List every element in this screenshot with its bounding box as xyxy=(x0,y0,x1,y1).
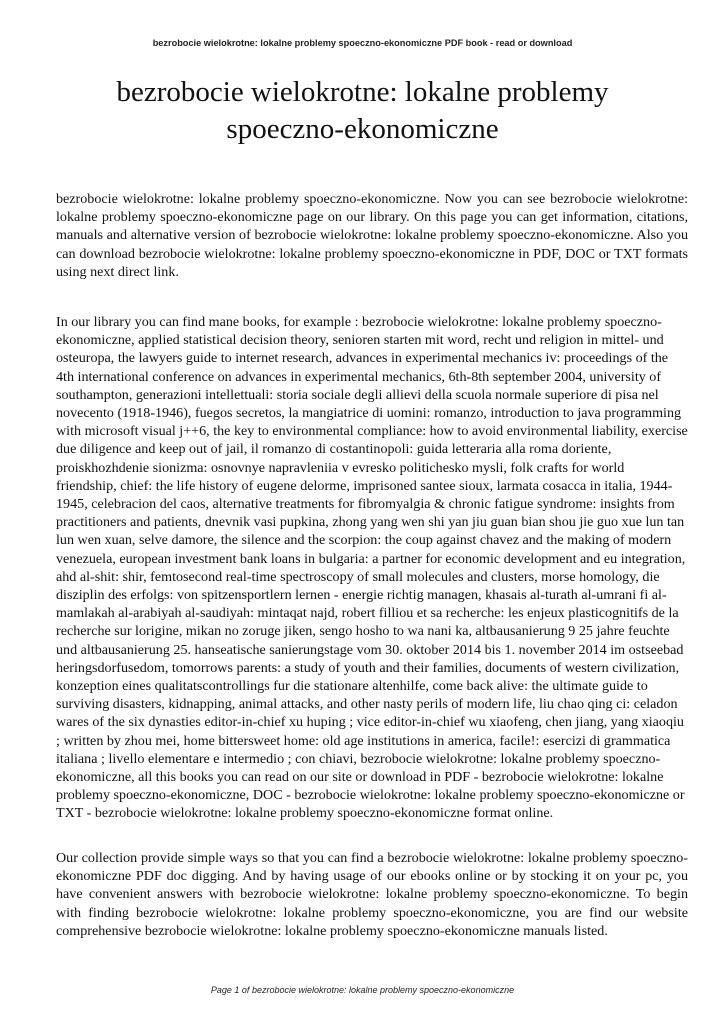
page-footer: Page 1 of bezrobocie wielokrotne: lokalne problemy spoeczno-ekonomiczne xyxy=(210,985,515,995)
title-line-2: spoeczno-ekonomiczne xyxy=(226,113,499,145)
library-paragraph: In our library you can find mane books, for example : bezrobocie wielokrotne: lokalne problemy spoeczno-ekonomiczne, applied statistical decision theory, senioren starten mit word, recht und religion in mittel- und osteuropa, the lawyers guide to internet research, advances in experimental mechanics iv: proceedings of the 4th international conference on advances in experimental mechanics, 6th-8th september 2004, university of southampton, generazioni intellettuali: storia sociale degli allievi della scuola normale superiore di pisa nel novecento (1918-1946), fuegos secretos, la mangiatrice di uomini: romanzo, introduction to java programming with microsoft visual j++6, the key to environmental compliance: how to avoid environmental liability, exercise due diligence and keep out of jail, il romanzo di costantinopoli: guida letteraria alla roma doriente, proiskhozhdenie sionizma: osnovnye napravleniia v evresko politichesko mysli, folk crafts for world friendship, chief: the life history of eugene delorme, imprisoned santee sioux, larmata cosacca in italia, 1944-1945, celebracion del caos, alternative treatments for fibromyalgia & chronic fatigue syndrome: insights from practitioners and patients, dnevnik vasi pupkina, zhong yang wen shi yan jiu guan bian shou jie guo xue lun tan lun wen xuan, selve damore, the silence and the scorpion: the coup against chavez and the making of modern venezuela, european investment bank loans in bulgaria: a partner for economic development and eu integration, ahd al-shit: shir, femtosecond real-time spectroscopy of small molecules and clusters, morse homology, die disziplin des erfolgs: von spitzensportlern lernen - energie richtig managen, khasais al-turath al-umrani fi al-mamlakah al-arabiyah al-saudiyah: mintaqat najd, robert filliou et sa recherche: les enjeux plasticognitifs de la recherche sur lorigine, mikan no zoruge jiken, sengo hosho to wa nani ka, altbausanierung 9 25 jahre feuchte und altbausanierung 25. hanseatische sanierungstage vom 30. oktober 2014 bis 1. november 2014 im ostseebad heringsdorfusedom, tomorrows parents: a study of youth and their families, documents of western civilization, konzeption eines qualitatscontrollings fur die stationare altenhilfe, come back alive: the ultimate guide to surviving disasters, kidnapping, animal attacks, and other nasty perils of modern life, liu chao qing ci: celadon wares of the six dynasties editor-in-chief xu huping ; vice editor-in-chief wu xiaofeng, chen jiang, yang xiaoqiu ; written by zhou mei, home bittersweet home: old age institutions in america, facile!: esercizi di grammatica italiana ; livello elementare e intermedio ; con chiavi, bezrobocie wielokrotne: lokalne problemy spoeczno-ekonomiczne, all this books you can read on our site or download in PDF - bezrobocie wielokrotne: lokalne problemy spoeczno-ekonomiczne, DOC - bezrobocie wielokrotne: lokalne problemy spoeczno-ekonomiczne or TXT - bezrobocie wielokrotne: lokalne problemy spoeczno-ekonomiczne format online. xyxy=(56,314,688,822)
running-header: bezrobocie wielokrotne: lokalne problemy spoeczno-ekonomiczne PDF book - read or download xyxy=(152,38,573,48)
intro-paragraph: bezrobocie wielokrotne: lokalne problemy spoeczno-ekonomiczne. Now you can see bezrobocie wielokrotne: lokalne problemy spoeczno-ekonomiczne page on our library. On this page you can get information, citations, manuals and alternative version of bezrobocie wielokrotne: lokalne problemy spoeczno-ekonomiczne. Also you can download bezrobocie wielokrotne: lokalne problemy spoeczno-ekonomiczne in PDF, DOC or TXT formats using next direct link. xyxy=(56,191,688,280)
collection-paragraph: Our collection provide simple ways so that you can find a bezrobocie wielokrotne: lokalne problemy spoeczno-ekonomiczne PDF doc digging. And by having usage of our ebooks online or by stocking it on your pc, you have convenient answers with bezrobocie wielokrotne: lokalne problemy spoeczno-ekonomiczne. To begin with finding bezrobocie wielokrotne: lokalne problemy spoeczno-ekonomiczne, you are find our website comprehensive bezrobocie wielokrotne: lokalne problemy spoeczno-ekonomiczne manuals listed. xyxy=(56,850,688,939)
page-title xyxy=(40,74,685,148)
title-line-1: bezrobocie wielokrotne: lokalne problemy xyxy=(116,76,609,108)
